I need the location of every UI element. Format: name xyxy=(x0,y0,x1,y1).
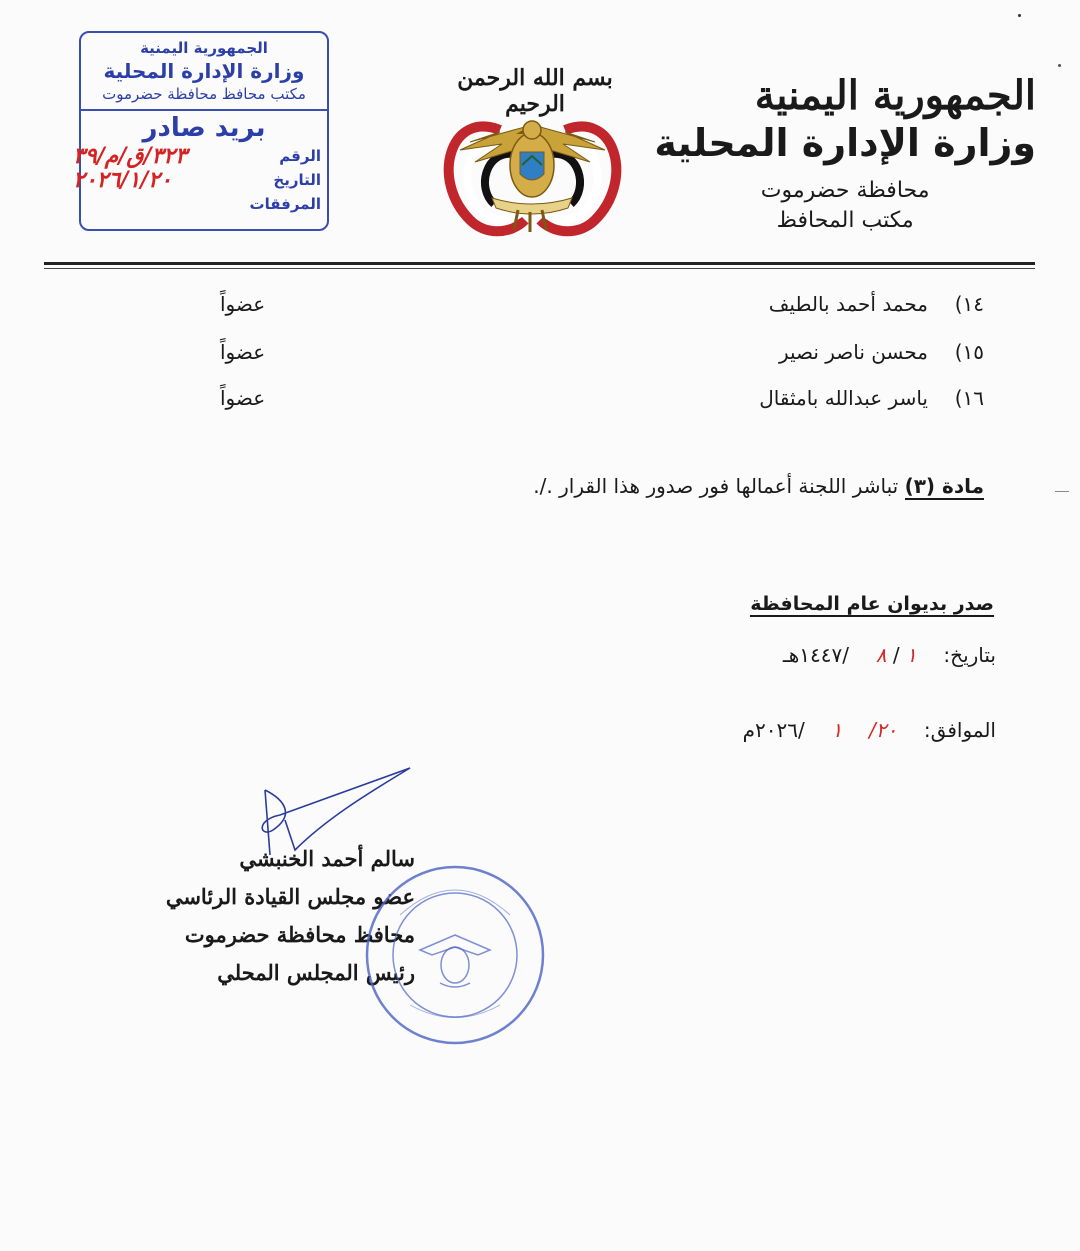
article-text: تباشر اللجنة أعمالها فور صدور هذا القرار ./. xyxy=(533,474,899,498)
letterhead-ministry: وزارة الإدارة المحلية xyxy=(654,121,1036,165)
gregorian-day: ٢٠/ xyxy=(868,718,898,742)
hijri-month: ٨ xyxy=(875,643,887,667)
stamp-number-row xyxy=(73,143,327,169)
letterhead-office: مكتب المحافظ xyxy=(776,208,914,233)
speck xyxy=(1018,14,1021,17)
article-label: مادة (٣) xyxy=(904,474,984,498)
header-rule-thin xyxy=(44,268,1035,269)
letterhead-republic: الجمهورية اليمنية xyxy=(754,72,1036,119)
signer-title-1: عضو مجلس القيادة الرئاسي xyxy=(165,884,415,909)
member-role: عضواً xyxy=(220,292,266,316)
article-3 xyxy=(533,474,984,498)
stamp-attachments-row xyxy=(81,195,327,215)
stamp-date-label: التاريخ xyxy=(273,171,321,189)
list-item xyxy=(220,386,984,416)
letterhead xyxy=(654,72,1036,236)
speck xyxy=(1058,64,1061,67)
outgoing-mail-stamp xyxy=(73,31,329,231)
stamp-republic: الجمهورية اليمنية xyxy=(140,39,268,57)
gregorian-year: /٢٠٢٦م xyxy=(742,718,805,742)
hijri-date-label: بتاريخ: xyxy=(943,643,996,667)
stamp-office: مكتب محافظ محافظة حضرموت xyxy=(102,85,306,103)
hijri-day: ١ xyxy=(905,643,917,667)
member-number: ١٥) xyxy=(954,340,984,364)
member-name: محمد أحمد بالطيف xyxy=(768,292,928,316)
signer-title-3: رئيس المجلس المحلي xyxy=(217,960,415,985)
issued-at: صدر بديوان عام المحافظة xyxy=(750,593,994,615)
hijri-date: بتاريخ: ١ / ٨ /١٤٤٧هـ xyxy=(782,643,996,667)
stamp-number-label: الرقم xyxy=(279,147,321,165)
member-role: عضواً xyxy=(220,386,266,410)
signer-title-2: محافظ محافظة حضرموت xyxy=(184,922,415,947)
stamp-date-value: ٢٠٢٦/١/٢٠ xyxy=(73,167,172,193)
yemen-eagle-emblem-icon xyxy=(430,70,635,250)
member-name: ياسر عبدالله بامثقال xyxy=(759,386,928,410)
official-round-seal-icon xyxy=(360,855,550,1055)
member-number: ١٤) xyxy=(954,292,984,316)
gregorian-date-label: الموافق: xyxy=(923,718,996,742)
stamp-divider xyxy=(81,109,327,111)
member-number: ١٦) xyxy=(954,386,984,410)
stamp-attachments-label: المرفقات xyxy=(249,195,321,213)
stamp-number-value: ٣٢٣/ق/م/٣٩ xyxy=(73,143,187,169)
member-name: محسن ناصر نصير xyxy=(778,340,928,364)
header-rule-thick xyxy=(44,262,1035,265)
gregorian-date xyxy=(743,718,996,742)
stamp-title: بريد صادر xyxy=(142,113,266,143)
basmala: بسم الله الرحمن الرحيم xyxy=(457,65,613,117)
member-role: عضواً xyxy=(220,340,266,364)
gregorian-month: ١ xyxy=(831,718,843,742)
speck xyxy=(1055,491,1069,492)
list-item xyxy=(220,292,984,322)
signer-name: سالم أحمد الخنبشي xyxy=(239,846,415,871)
letterhead-governorate: محافظة حضرموت xyxy=(760,178,930,203)
hijri-year: /١٤٤٧هـ xyxy=(782,643,850,667)
stamp-ministry: وزارة الإدارة المحلية xyxy=(103,59,305,83)
list-item xyxy=(220,340,984,370)
stamp-date-row xyxy=(73,167,327,193)
